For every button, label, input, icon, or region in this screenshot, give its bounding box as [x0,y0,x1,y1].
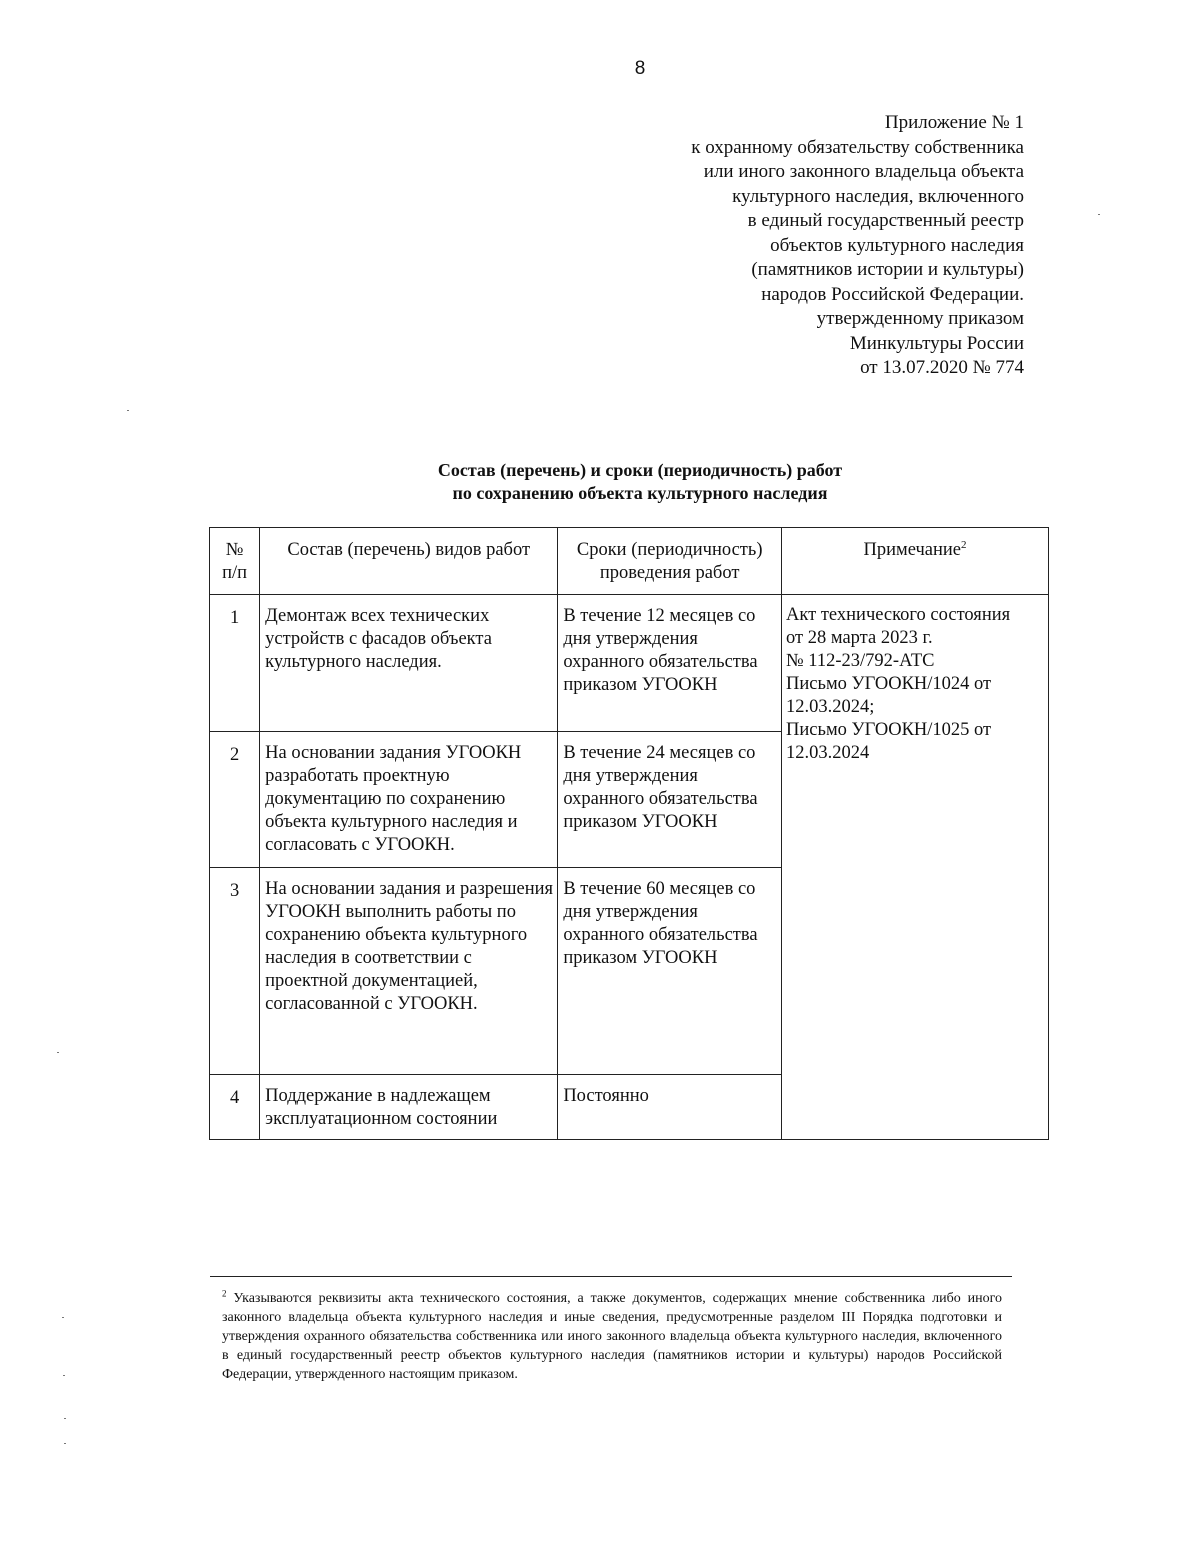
scan-speck [63,1375,65,1376]
note-line: от 28 марта 2023 г. [786,628,933,648]
note-line: Акт технического состояния [786,605,1011,625]
page-number: 8 [634,58,646,79]
note-line: Письмо УГООКН/1024 от [786,674,992,694]
appendix-line: Приложение № 1 [884,112,1024,133]
row-term: В течение 60 месяцев со дня утверждения охранного обязательства приказом УГООКН [558,868,782,1075]
row-number: 4 [210,1075,260,1140]
note-line: Письмо УГООКН/1025 от [786,720,992,740]
note-line: 12.03.2024; [786,697,875,717]
table-title-line-1: Состав (перечень) и сроки (периодичность) работ [437,460,843,480]
table-title-line-2: по сохранению объекта культурного наследия [452,483,828,503]
row-work: На основании задания УГООКН разработать проектную документацию по сохранению объекта культурного наследия и согласовать с УГООКН. [260,732,558,868]
note-line: 12.03.2024 [786,743,870,763]
header-work [260,528,558,595]
header-number [210,528,260,595]
footnote [222,1289,1002,1384]
header-term [558,528,782,595]
scan-speck [64,1443,66,1444]
works-table [209,527,1049,1140]
appendix-line: к охранному обязательству собственника [691,136,1024,158]
appendix-line: или иного законного владельца объекта [703,161,1024,182]
appendix-line: Минкультуры России [849,332,1024,354]
row-term: В течение 12 месяцев со дня утверждения охранного обязательства приказом УГООКН [558,595,782,732]
appendix-heading [564,111,1024,381]
scan-speck [62,1317,64,1318]
row-number: 2 [210,732,260,868]
row-number: 1 [210,595,260,732]
header-number-symbol: № [225,540,244,560]
table-header-row [210,528,1049,595]
appendix-line: культурного наследия, включенного [732,185,1024,207]
note-cell [782,595,1049,1140]
scan-speck [127,410,129,411]
header-note-label: Примечание [863,540,962,560]
appendix-line: в единый государственный реестр [747,210,1024,231]
header-note [782,528,1049,595]
scan-speck [1098,214,1100,215]
row-work: Поддержание в надлежащем эксплуатационном состоянии [260,1075,558,1140]
note-line: № 112-23/792-АТС [786,651,935,671]
footnote-reference: 2 [961,538,967,551]
table-row [210,595,1049,732]
footnote-mark: 2 [222,1288,227,1299]
appendix-line: (памятников истории и культуры) [751,259,1024,280]
header-work-label: Состав (перечень) видов работ [287,540,531,560]
row-work: На основании задания и разрешения УГООКН выполнить работы по сохранению объекта культурного наследия в соответствии с проектной документацией, согласованной с УГООКН. [260,868,558,1075]
header-number-abbr: п/п [222,563,248,583]
table-title [0,459,1200,505]
header-term-line-2: проведения работ [599,563,740,583]
appendix-line: от 13.07.2020 № 774 [860,357,1024,378]
scan-speck [64,1418,66,1419]
appendix-line: объектов культурного наследия [770,234,1024,256]
scan-speck [57,1052,59,1053]
appendix-line: утвержденному приказом [816,308,1024,329]
footnote-text: Указываются реквизиты акта технического состояния, а также документов, содержащих мнение собственника либо иного законного владельца объекта культурного наследия и иные сведения, предусмотренные разделом III Порядка подготовки и утверждения охранного обязательства собственника или иного законного владельца объекта культурного наследия, включенного в единый государственный реестр объектов культурного наследия (памятников истории и культуры) народов Российской Федерации, утвержденного настоящим приказом. [222,1291,1002,1382]
header-term-line-1: Сроки (периодичность) [576,540,763,560]
row-work: Демонтаж всех технических устройств с фасадов объекта культурного наследия. [260,595,558,732]
row-term: Постоянно [558,1075,782,1140]
row-term: В течение 24 месяцев со дня утверждения охранного обязательства приказом УГООКН [558,732,782,868]
appendix-line: народов Российской Федерации. [761,283,1024,305]
row-number: 3 [210,868,260,1075]
footnote-divider [210,1276,1012,1277]
